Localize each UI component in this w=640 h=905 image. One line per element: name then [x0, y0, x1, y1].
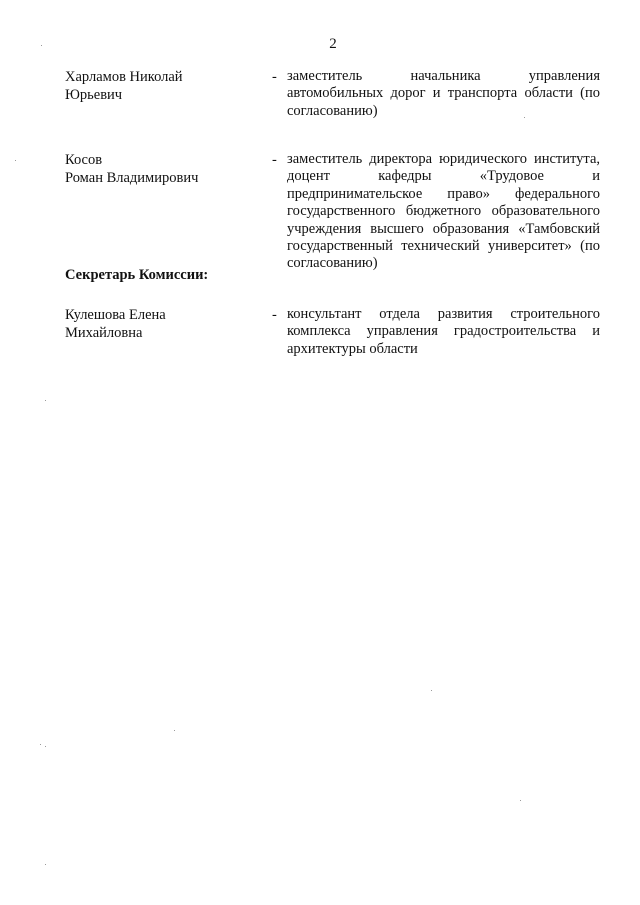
- member-role: заместитель начальника управления автомобильных дорог и транспорта области (по согласованию): [287, 68, 600, 119]
- secretary-entry: [65, 306, 599, 362]
- scan-speck: [45, 400, 46, 401]
- secretary-name: [65, 306, 255, 342]
- member-entry-kosov: [65, 151, 600, 272]
- scan-speck: [45, 864, 46, 865]
- secretary-name-line1: Кулешова Елена: [65, 307, 166, 323]
- scan-speck: [520, 800, 521, 801]
- member-name-line2: Юрьевич: [65, 87, 123, 103]
- secretary-role: консультант отдела развития строительного комплекса управления градостроительства и архитектуры области: [287, 306, 600, 357]
- scan-speck: [174, 730, 175, 731]
- member-entry-kharlamov: [65, 68, 599, 124]
- member-role: заместитель директора юридического института, доцент кафедры «Трудовое и предпринимательское право» федерального государственного бюджетного образовательного учреждения высшего образования «Тамбовский государственный технический университет» (по согласованию): [287, 151, 600, 272]
- secretary-name-line2: Михайловна: [65, 325, 143, 341]
- dash-separator: -: [272, 307, 277, 323]
- secretary-heading: Секретарь Комиссии:: [65, 267, 209, 283]
- page-number: 2: [329, 36, 337, 52]
- member-name: [65, 151, 255, 187]
- scan-speck: [41, 45, 42, 46]
- scan-speck: [45, 746, 46, 747]
- scan-speck: [524, 117, 525, 118]
- member-name-line1: Харламов Николай: [65, 69, 183, 85]
- member-name-line2: Роман Владимирович: [65, 170, 199, 186]
- member-name-line1: Косов: [65, 152, 103, 168]
- scan-speck: [40, 744, 41, 745]
- scan-speck: [15, 160, 16, 161]
- member-name: [65, 68, 255, 104]
- dash-separator: -: [272, 69, 277, 85]
- dash-separator: -: [272, 152, 277, 168]
- scan-speck: [431, 690, 432, 691]
